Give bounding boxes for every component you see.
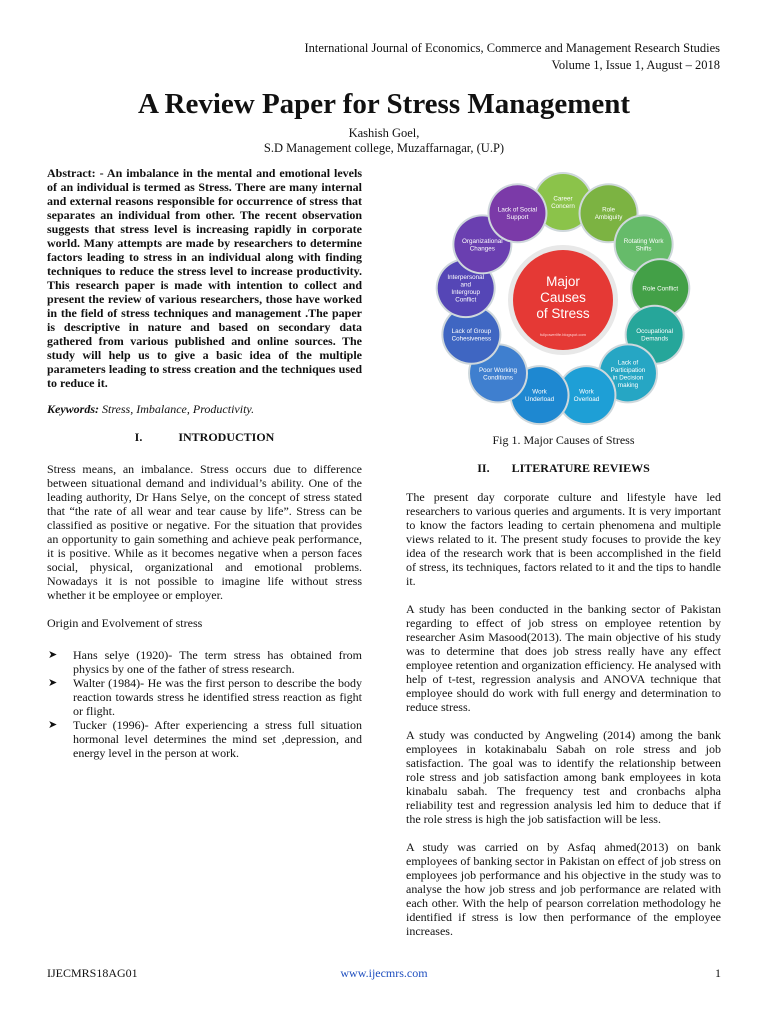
cause-label: Work [579, 388, 594, 396]
cause-label: Career [553, 195, 573, 203]
keywords [47, 402, 362, 416]
arrow-bullet-icon: ➤ [48, 719, 58, 731]
center-label: Major [546, 274, 580, 289]
cause-label: Lack of [617, 359, 639, 367]
arrow-bullet-icon: ➤ [48, 649, 58, 661]
center-node [508, 245, 618, 355]
section-1-heading [47, 430, 362, 444]
section-1-title: INTRODUCTION [178, 430, 275, 444]
center-label: of Stress [536, 306, 590, 321]
cause-label: Conditions [483, 374, 513, 382]
center-label: Causes [540, 290, 586, 305]
abstract: Abstract: - An imbalance in the mental and emotional levels of an individual is termed as Stress. There are many internal and external reasons responsible for occurrence of stress that separates an individual from other. The recent observation suggests that stress level is increasing rapidly in corporate world. Many attempts are made by researchers to determine factors leading to stress in an individual along with finding techniques to reduce the stress level to increase productivity. This research paper is made with intention to collect and present the review of various researchers, those have worked in the field of stress techniques and management .The paper is descriptive in nature and based on secondary data gathered from various published and online sources. The study will help us to give a basic idea of the multiple parameters leading to stress creation and the techniques used to reduce it. [47, 166, 362, 390]
arrow-bullet-icon: ➤ [48, 677, 58, 689]
section-2-title: LITERATURE REVIEWS [511, 461, 650, 475]
major-causes-of-stress-figure [424, 168, 702, 428]
section-2-number: II. [477, 461, 490, 475]
cause-label: making [617, 381, 639, 389]
origin-subheading: Origin and Evolvement of stress [47, 616, 203, 630]
cause-label: Role Conflict [642, 285, 679, 293]
figure-caption: Fig 1. Major Causes of Stress [492, 433, 635, 447]
cause-label: Organizational [462, 237, 503, 245]
literature-paragraph: The present day corporate culture and lifestyle have led researchers to various queries and arguments. It is very important to know the factors leading to certain phenomena and multiple views related to it. The present study focuses to provide the key idea of the research work that is been accomplished in the field of stress, its techniques, factors related to it and the tips to handle it. [406, 490, 721, 588]
cause-label: Changes [469, 245, 495, 253]
keywords-value: Stress, Imbalance, Productivity. [102, 402, 255, 416]
cause-label: Cohesiveness [451, 335, 492, 343]
cause-label: Role [602, 206, 616, 214]
list-item: ➤ Tucker (1996)- After experiencing a stress full situation hormonal level determines the mind set ,depression, and energy level in the person at work. [48, 718, 362, 760]
journal-volume: Volume 1, Issue 1, August – 2018 [551, 58, 720, 72]
author-name: Kashish Goel, [348, 126, 420, 140]
cause-label: Occupational [636, 328, 674, 336]
cause-label: Poor Working [478, 366, 518, 374]
page-number: 1 [715, 966, 721, 980]
cause-label: Intergroup [451, 289, 481, 297]
cause-label: Interpersonal [447, 274, 485, 282]
author-affiliation: S.D Management college, Muzaffarnagar, (U.P) [263, 141, 505, 155]
journal-header [305, 40, 721, 74]
cause-label: Work [532, 388, 547, 396]
cause-label: Concern [551, 202, 575, 210]
journal-url-link[interactable]: www.ijecmrs.com [340, 966, 428, 980]
cause-label: Participation [610, 366, 646, 374]
list-item: ➤ Hans selye (1920)- The term stress has obtained from physics by one of the father of stress research. [48, 648, 362, 676]
cause-label: Shifts [635, 245, 652, 253]
cause-label: Ambiguity [594, 214, 623, 222]
section-1-number: I. [134, 430, 143, 444]
cause-label: and [460, 281, 471, 289]
list-item: ➤ Walter (1984)- He was the first person to describe the body reaction towards stress he identified stress reaction as fight or flight. [48, 676, 362, 718]
cause-label: Conflict [455, 296, 477, 304]
cause-label: Lack of Group [451, 328, 492, 336]
cause-label: Rotating Work [623, 237, 664, 245]
cause-label: in Decision [612, 374, 644, 382]
watermark-label: fullpowerlife.blogspot.com [539, 332, 587, 337]
cause-label: Underload [525, 396, 555, 404]
author-block [0, 126, 768, 156]
cause-label: Demands [641, 335, 669, 343]
cause-node [487, 183, 547, 243]
left-column [47, 166, 362, 760]
cause-label: Lack of Social [497, 206, 538, 214]
cause-label: Support [506, 214, 529, 222]
paper-code: IJECMRS18AG01 [47, 966, 138, 980]
section-2-heading [406, 461, 721, 476]
literature-paragraph: A study has been conducted in the banking sector of Pakistan regarding to effect of job stress on employee retention by researcher Asim Masood(2013). The main objective of his study was to determine that does job stress really have any effect employee retention and organization efficiency. He analysed with help of t-test, regression analysis and ANOVA technique that employee should do work with full energy and determination to reduce stress. [406, 602, 721, 714]
literature-paragraph: A study was carried on by Asfaq ahmed(2013) on bank employees of banking sector in Pakistan on effect of job stress on employees job performance and his objective in the study was to analyse the how job stress and job performance are related with each other. With the help of pearson correlation methodology he identified if stress is low then performance of the employee increases. [406, 840, 721, 938]
keywords-label: Keywords: [47, 402, 99, 416]
origin-list [47, 648, 362, 760]
journal-name: International Journal of Economics, Commerce and Management Research Studies [304, 41, 720, 55]
cause-label: Overload [573, 396, 600, 404]
paper-title: A Review Paper for Stress Management [137, 88, 631, 120]
introduction-paragraph: Stress means, an imbalance. Stress occurs due to difference between situational demand and individual’s ability. One of the leading authority, Dr Hans Selye, on the concept of stress stated that “the rate of all wear and tear cause by life”. Stress can be classified as positive or negative. For the situation that provides an opportunity to gain something and achieve peak performance, it is positive. While as it becomes negative when a person faces social, physical, organizational and emotional problems. Nowadays it is not possible to imagine life without stress whether it be employee or employer. [47, 462, 362, 602]
right-column [406, 490, 721, 952]
literature-paragraph: A study was conducted by Angweling (2014) among the bank employees in kotakinabalu Sabah on role stress and job satisfaction. The goal was to identify the relationship between role stress and job satisfaction among bank employees in kota kinabalu sabah. The frequency test and cronbachs alpha reliability test and regression analysis led him to deduce that if the role stress is high the job satisfaction will be less. [406, 728, 721, 826]
